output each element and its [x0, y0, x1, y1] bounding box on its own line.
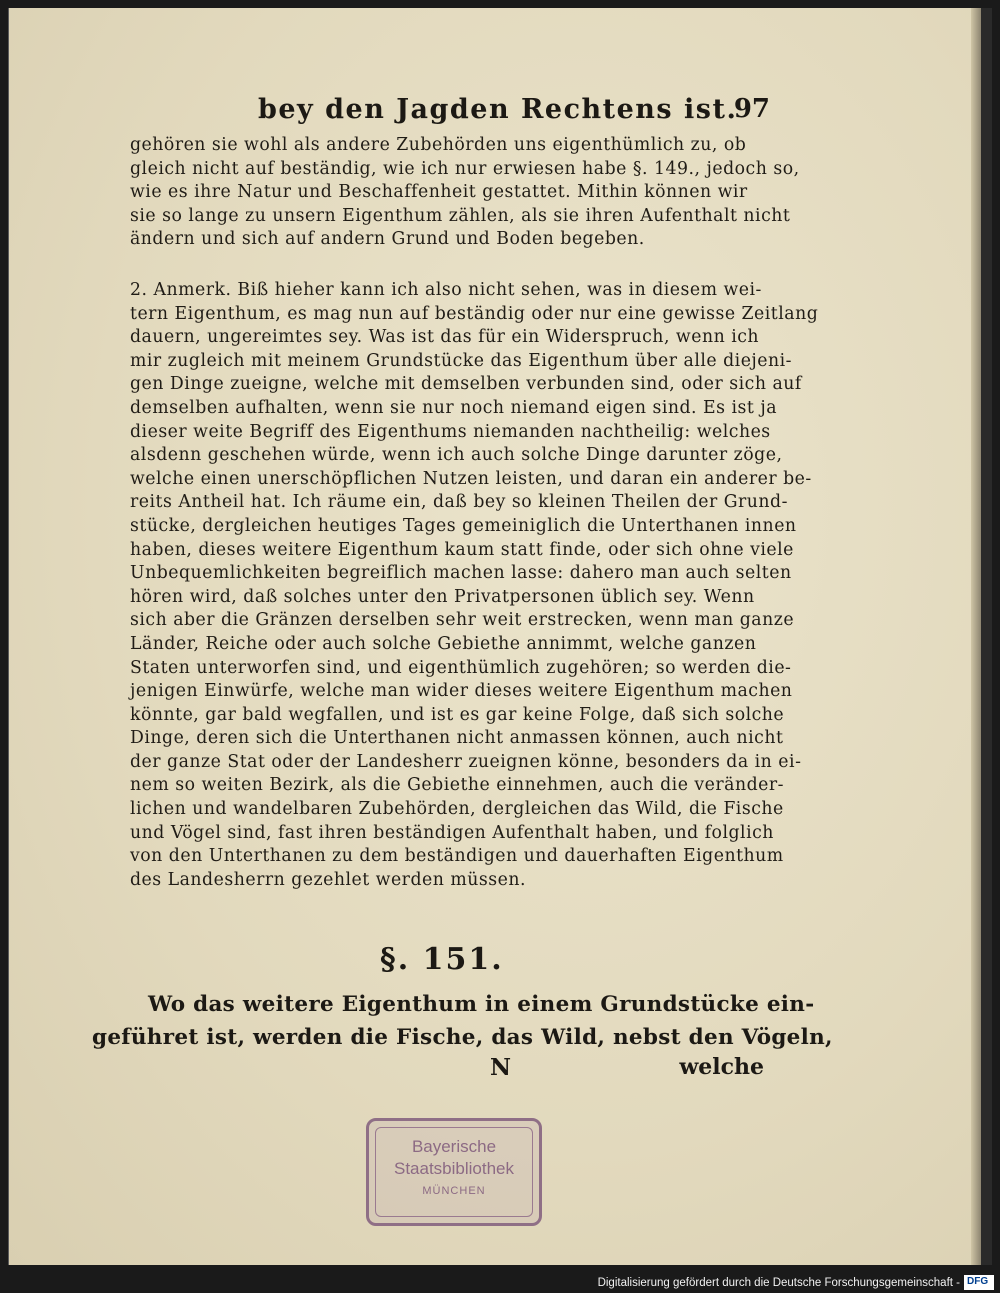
text-line: stücke, dergleichen heutiges Tages gemeiniglich die Unterthanen innen [130, 515, 797, 536]
text-line: welche einen unerschöpflichen Nutzen leisten, und daran ein anderer be- [130, 468, 812, 489]
text-line: sich aber die Gränzen derselben sehr weit erstrecken, wenn man ganze [130, 610, 795, 631]
text-line: nem so weiten Bezirk, als die Gebiethe einnehmen, auch die veränder- [130, 775, 784, 796]
text-line: dieser weite Begriff des Eigenthums niemanden nachtheilig: welches [130, 421, 771, 442]
dfg-logo [964, 1275, 994, 1290]
dfg-logo-text: DFG [967, 1276, 989, 1287]
text-line: Unbequemlichkeiten begreiflich machen lasse: dahero man auch selten [130, 563, 792, 584]
text-line: 2. Anmerk. Biß hieher kann ich also nicht sehen, was in diesem wei- [130, 280, 762, 300]
page-number: 97 [733, 94, 770, 124]
text-line: gehören sie wohl als andere Zubehörden uns eigenthümlich zu, ob [130, 135, 747, 155]
paragraph-2-annotation [130, 279, 819, 892]
digitization-credit: Digitalisierung gefördert durch die Deutsche Forschungsgemeinschaft - [597, 1277, 960, 1289]
text-line: könnte, gar bald wegfallen, und ist es gar keine Folge, daß sich solche [130, 704, 785, 725]
scan-border [981, 8, 992, 1265]
text-line: ändern und sich auf andern Grund und Boden begeben. [130, 229, 645, 250]
text-line: hören wird, daß solches unter den Privatpersonen üblich sey. Wenn [130, 586, 755, 607]
text-line: demselben aufhalten, wenn sie nur noch niemand eigen sind. Es ist ja [130, 397, 777, 418]
signature-mark: N [490, 1054, 512, 1081]
text-line: gen Dinge zueigne, welche mit demselben verbunden sind, oder sich auf [130, 374, 802, 395]
catchword: welche [679, 1054, 764, 1080]
text-line: tern Eigenthum, es mag nun auf beständig oder nur eine gewisse Zeitlang [130, 303, 819, 324]
running-head: bey den Jagden Rechtens ist. [258, 94, 738, 125]
text-line: und Vögel sind, fast ihren beständigen Aufenthalt haben, und folglich [130, 822, 774, 843]
text-line: der ganze Stat oder der Landesherr zueignen könne, besonders da in ei- [130, 751, 802, 772]
scan-guide-line [8, 8, 9, 1265]
stamp-text-line-2: Staatsbibliothek [393, 1159, 515, 1178]
text-line: reits Antheil hat. Ich räume ein, daß bey so kleinen Theilen der Grund- [130, 492, 788, 513]
text-line: alsdenn geschehen würde, wenn ich auch solche Dinge darunter zöge, [130, 445, 783, 466]
text-line: Dinge, deren sich die Unterthanen nicht anmassen können, auch nicht [130, 728, 784, 749]
text-line: dauern, ungereimtes sey. Was ist das für ein Widerspruch, wenn ich [130, 327, 760, 348]
stamp-text-line-1: Bayerische [411, 1137, 497, 1156]
page-header [130, 94, 770, 128]
section-number: §. 151. [380, 942, 504, 977]
text-line: Staten unterworfen sind, und eigenthümlich zugehören; so werden die- [130, 657, 792, 678]
text-line: haben, dieses weitere Eigenthum kaum statt finde, oder sich ohne viele [130, 539, 794, 560]
text-line: von den Unterthanen zu dem beständigen und dauerhaften Eigenthum [130, 846, 784, 867]
text-line: mir zugleich mit meinem Grundstücke das Eigenthum über alle diejeni- [130, 350, 792, 371]
section-heading-line-1 [148, 989, 820, 1021]
text-line: jenigen Einwürfe, welche man wider dieses weitere Eigenthum machen [130, 681, 793, 702]
heading-text: Wo das weitere Eigenthum in einem Grundstücke ein- [148, 992, 815, 1017]
text-line: des Landesherrn gezehlet werden müssen. [130, 869, 526, 890]
text-line: sie so lange zu unsern Eigenthum zählen, als sie ihren Aufenthalt nicht [130, 205, 791, 226]
page-edge [971, 8, 981, 1265]
heading-text: geführet ist, werden die Fische, das Wild, nebst den Vögeln, [92, 1025, 833, 1050]
text-line: lichen und wandelbaren Zubehörden, dergleichen das Wild, die Fische [130, 799, 784, 820]
stamp-text-line-3: MÜNCHEN [422, 1185, 486, 1197]
text-line: gleich nicht auf beständig, wie ich nur erwiesen habe §. 149., jedoch so, [130, 158, 800, 179]
paragraph-1 [130, 134, 800, 252]
text-line: wie es ihre Natur und Beschaffenheit gestattet. Mithin können wir [130, 182, 748, 203]
section-heading-line-2 [92, 1022, 833, 1054]
text-line: Länder, Reiche oder auch solche Gebiethe annimmt, welche ganzen [130, 633, 757, 654]
page-footer-line [130, 1054, 764, 1086]
library-stamp [366, 1118, 542, 1226]
